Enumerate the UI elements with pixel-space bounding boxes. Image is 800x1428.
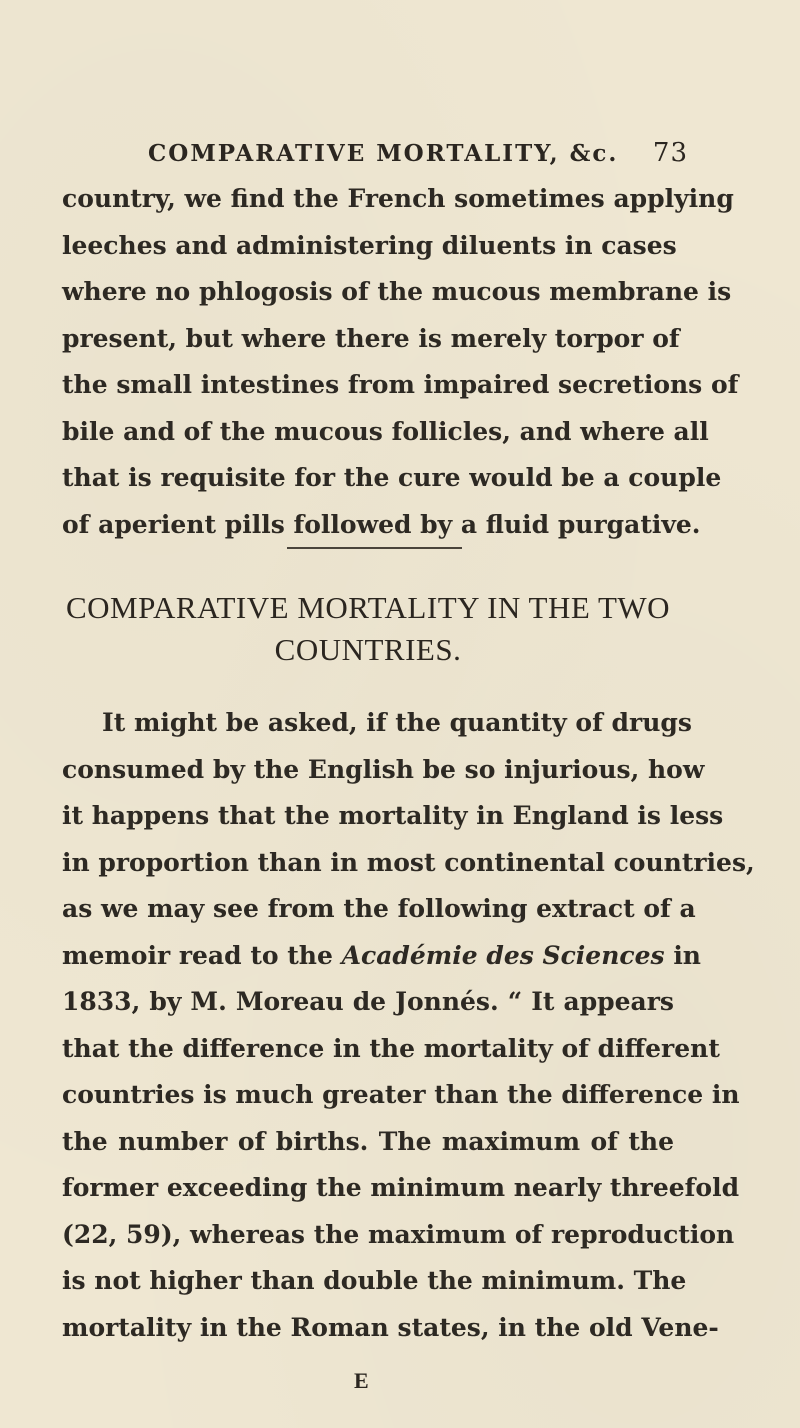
text-line: is not higher than double the minimum. The	[62, 1266, 687, 1295]
running-head-title: COMPARATIVE MORTALITY, &c.	[148, 140, 619, 167]
text-line: mortality in the Roman states, in the old Vene-	[62, 1312, 719, 1342]
text-line: present, but where there is merely torpor of	[62, 323, 680, 353]
text-line: It might be asked, if the quantity of drugs	[102, 708, 692, 737]
italic-institution: Académie des Sciences	[341, 940, 665, 970]
text-line: that the difference in the mortality of different	[62, 1033, 720, 1063]
text-line: (22, 59), whereas the maximum of reproduction	[62, 1219, 735, 1249]
text-line: former exceeding the minimum nearly threefold	[62, 1173, 740, 1202]
text-line: it happens that the mortality in England is less	[62, 801, 724, 830]
paragraph-main	[62, 700, 755, 1351]
text-line: as we may see from the following extract of a	[62, 894, 696, 923]
running-head	[148, 138, 688, 174]
text-line: leeches and administering diluents in cases	[62, 230, 677, 260]
text-line: bile and of the mucous follicles, and where all	[62, 416, 709, 446]
section-title-line-2: COUNTRIES.	[274, 632, 462, 667]
signature-mark: E	[354, 1368, 369, 1393]
section-divider	[287, 547, 462, 549]
text-segment: in	[673, 940, 701, 970]
text-line: of aperient pills followed by a fluid purgative.	[62, 509, 701, 539]
page-number: 73	[652, 138, 688, 168]
text-line: 1833, by M. Moreau de Jonnés. “ It appears	[62, 987, 674, 1016]
text-line-mixed	[62, 933, 701, 980]
text-segment: memoir read to the	[62, 940, 333, 970]
text-line: country, we find the French sometimes applying	[62, 184, 734, 213]
text-line: the number of births. The maximum of the	[62, 1126, 674, 1156]
text-line: countries is much greater than the difference in	[62, 1080, 740, 1109]
text-line: that is requisite for the cure would be a couple	[62, 463, 722, 492]
paragraph-continuation	[62, 176, 739, 548]
text-line: consumed by the English be so injurious, how	[62, 754, 705, 784]
text-line: where no phlogosis of the mucous membrane is	[62, 277, 732, 306]
text-line: in proportion than in most continental countries,	[62, 847, 755, 877]
section-title-line-1: COMPARATIVE MORTALITY IN THE TWO	[65, 590, 671, 625]
text-line: the small intestines from impaired secretions of	[62, 370, 739, 399]
